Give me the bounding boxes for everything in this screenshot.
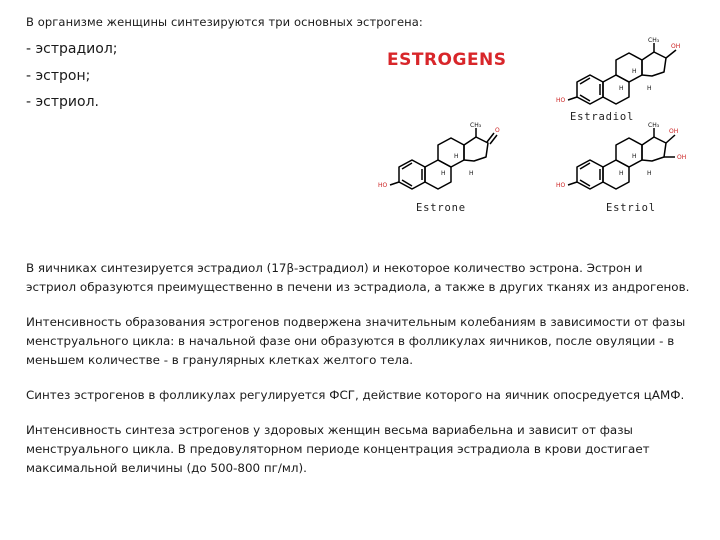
- paragraph-variability: Интенсивность синтеза эстрогенов у здоровых женщин весьма вариабельна и зависит от фазы менструального цикла. В предовуляторном периоде концентрация эстрадиола в крови достигает максимальной величины (до 500-800 пг/мл).: [26, 423, 650, 475]
- estradiol-ring-a: [577, 75, 603, 104]
- figure-title: ESTROGENS: [387, 50, 507, 70]
- estrogens-structures-svg: [0, 0, 720, 240]
- estriol-h-label-3: H: [647, 170, 652, 177]
- estradiol-ho-label: HO: [556, 97, 566, 104]
- estriol-structure: [556, 122, 686, 214]
- paragraph-fsh-regulation: Синтез эстрогенов в фолликулах регулируется ФСГ, действие которого на яичник опосредуется цАМФ.: [26, 388, 685, 402]
- estradiol-ch3-label: CH₃: [648, 37, 660, 44]
- list-item-estriol: - эстриол.: [26, 94, 99, 110]
- estradiol-h-label-3: H: [647, 85, 652, 92]
- estrone-h-label-2: H: [441, 170, 446, 177]
- estradiol-h-label: H: [632, 68, 637, 75]
- body-text: [26, 259, 694, 494]
- estriol-h-label-2: H: [619, 170, 624, 177]
- paragraph-synthesis-ovaries: В яичниках синтезируется эстрадиол (17β-эстрадиол) и некоторое количество эстрона. Эстрон и эстриол образуются преимущественно в печени из эстрадиола, а также в других тканях из андрогенов.: [26, 261, 690, 294]
- estrone-ho-label: HO: [378, 182, 388, 189]
- estradiol-oh-label: OH: [671, 43, 681, 50]
- estriol-ring-a: [577, 160, 603, 189]
- estrone-ring-c: [438, 138, 464, 167]
- estriol-h-label: H: [632, 153, 637, 160]
- estrone-h-label: H: [454, 153, 459, 160]
- estriol-ring-c: [616, 138, 642, 167]
- estrone-structure: [378, 122, 500, 214]
- list-item-estradiol: - эстрадиол;: [26, 41, 118, 57]
- estriol-ho-label: HO: [556, 182, 566, 189]
- list-item-estrone: - эстрон;: [26, 67, 91, 84]
- paragraph-cycle-intensity: Интенсивность образования эстрогенов подвержена значительным колебаниям в зависимости от фазы менструального цикла: в начальной фазе они образуются в фолликулах яичников, после овуляции - в меньшем количестве - в гранулярных клетках желтого тела.: [26, 315, 686, 367]
- estradiol-structure: [556, 37, 680, 123]
- estradiol-h-label-2: H: [619, 85, 624, 92]
- intro-text: В организме женщины синтезируются три основных эстрогена:: [26, 15, 423, 29]
- estrone-h-label-3: H: [469, 170, 474, 177]
- estriol-name: Estriol: [606, 202, 656, 214]
- estrone-name: Estrone: [416, 202, 466, 214]
- estrogens-figure: [0, 0, 720, 240]
- estriol-oh-label: OH: [669, 128, 679, 135]
- estrone-ring-a: [399, 160, 425, 189]
- estrone-ch3-label: CH₃: [470, 122, 482, 129]
- estrone-o-label: O: [495, 127, 500, 134]
- estriol-ch3-label: CH₃: [648, 122, 660, 129]
- estradiol-name: Estradiol: [570, 111, 635, 123]
- estriol-ring-d: [642, 137, 666, 161]
- estrone-ring-d: [464, 137, 488, 161]
- estradiol-ring-d: [642, 52, 666, 76]
- estriol-oh2-label: OH: [677, 154, 687, 161]
- estradiol-ring-c: [616, 53, 642, 82]
